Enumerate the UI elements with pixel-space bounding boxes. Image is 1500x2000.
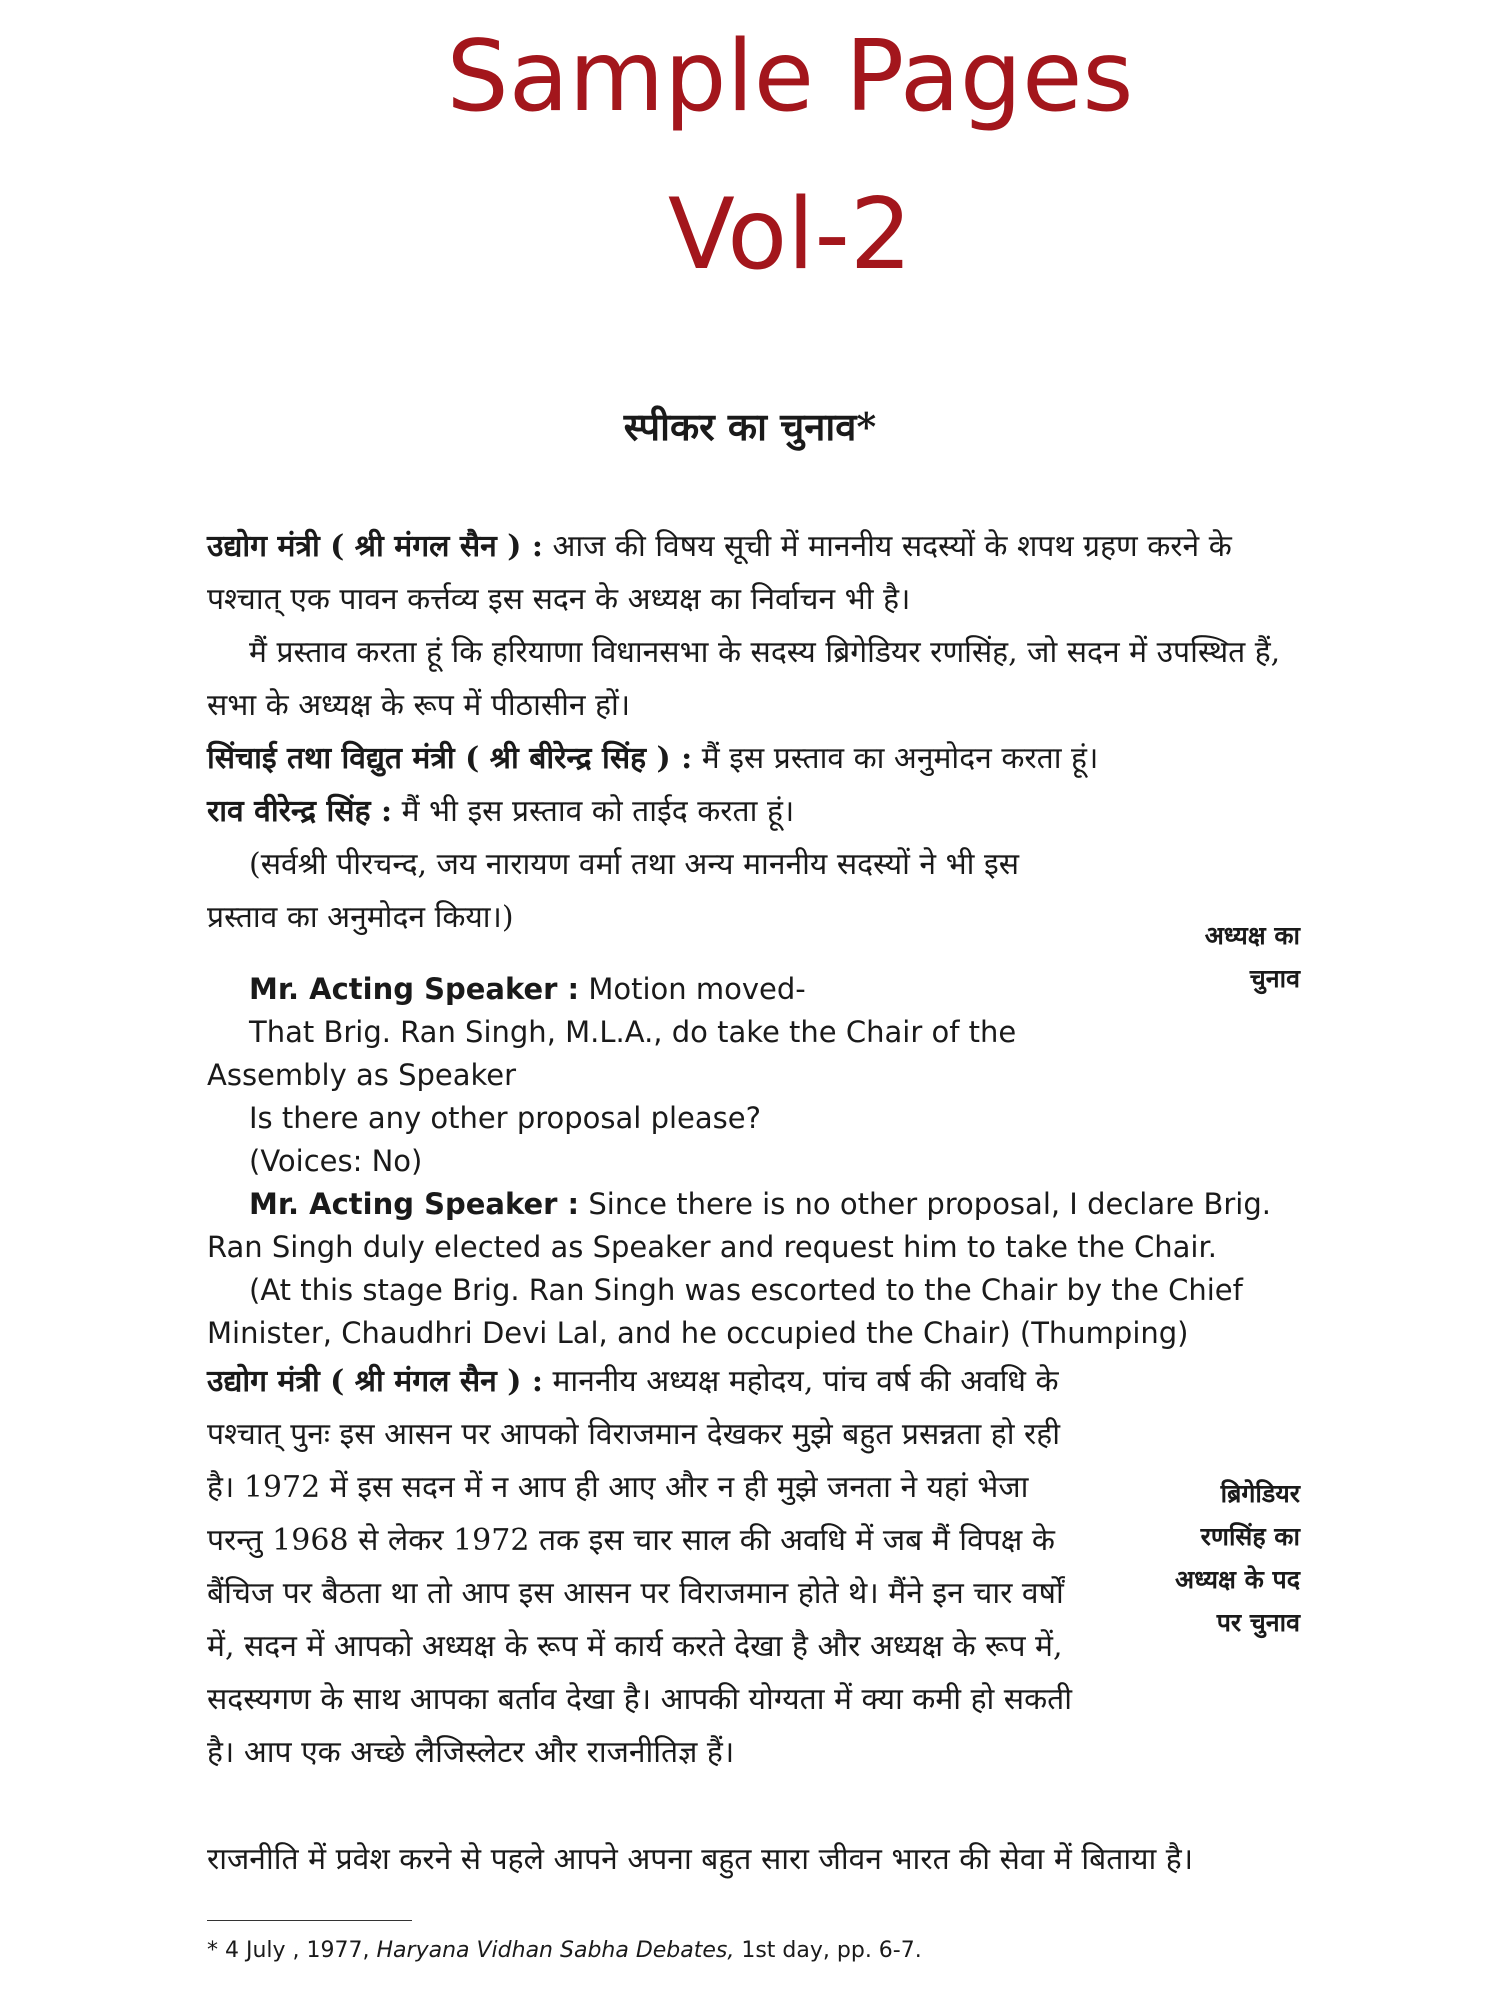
paragraph-seconded: (सर्वश्री पीरचन्द, जय नारायण वर्मा तथा अन्य माननीय सदस्यों ने भी इस प्रस्ताव का अनुमोदन किया।) [207,847,1019,935]
acting-speaker-declaration [207,1183,1299,1269]
margin-note-line: अध्यक्ष का [1204,921,1300,950]
margin-note-line: पर चुनाव [1216,1608,1300,1637]
english-section [207,968,1093,1183]
speaker-name: राव वीरेन्द्र सिंह : [207,794,393,829]
voices-response: (Voices: No) [249,1144,423,1178]
paragraph-proposal: मैं प्रस्ताव करता हूं कि हरियाणा विधानसभा के सदस्य ब्रिगेडियर रणसिंह, जो सदन में उपस्थित हैं, सभा के अध्यक्ष के रूप में पीठासीन हों। [207,635,1281,723]
paragraph-final: राजनीति में प्रवेश करने से पहले आपने अपना बहुत सारा जीवन भारत की सेवा में बिताया है। [207,1842,1194,1877]
footnote-date: 4 July , 1977, [218,1938,377,1963]
margin-note-ran-singh-election [1100,1472,1300,1644]
speaker-name: सिंचाई तथा विद्युत मंत्री ( श्री बीरेन्द्र सिंह ) : [207,741,693,776]
footnote [207,1936,1299,1966]
english-section-declaration [207,1183,1299,1355]
banner-volume: Vol-2 [667,178,913,292]
speech-text: Motion moved- [579,972,806,1006]
margin-note-line: अध्यक्ष के पद [1174,1565,1300,1594]
footnote-pages: 1st day, pp. 6-7. [734,1938,922,1963]
footnote-source: Haryana Vidhan Sabha Debates, [376,1938,735,1963]
speech-text: मैं इस प्रस्ताव का अनुमोदन करता हूं। [692,741,1099,776]
speaker-name: Mr. Acting Speaker : [249,972,580,1006]
paragraph-irrigation-minister [207,732,1299,785]
speech-text: मैं भी इस प्रस्ताव को ताईद करता हूं। [392,794,795,829]
footnote-marker: * [207,1938,218,1963]
motion-text: That Brig. Ran Singh, M.L.A., do take the Chair of the Assembly as Speaker [207,1015,1017,1092]
stage-direction: (At this stage Brig. Ran Singh was escorted to the Chair by the Chief Minister, Chaudhri Devi Lal, and he occupied the Chair) (Thumping) [207,1273,1243,1350]
margin-note-speaker-election [1100,914,1300,1000]
paragraph-industry-minister-speech [207,1355,1093,1779]
other-proposal-question: Is there any other proposal please? [249,1101,761,1135]
margin-note-line: चुनाव [1249,964,1300,993]
paragraph-industry-minister [207,520,1299,626]
acting-speaker-motion [207,968,1093,1011]
speech-text: माननीय अध्यक्ष महोदय, पांच वर्ष की अवधि के पश्चात् पुनः इस आसन पर आपको विराजमान देखकर मुझे बहुत प्रसन्नता हो रही है। 1972 में इस सदन में न आप ही आए और न ही मुझे जनता ने यहां भेजा परन्तु 1968 से लेकर 1972 तक इस चार साल की अवधि में जब मैं विपक्ष के बैंचिज पर बैठता था तो आप इस आसन पर विराजमान होते थे। मैंने इन चार वर्षों में, सदन में आपको अध्यक्ष के रूप में कार्य करते देखा है और अध्यक्ष के रूप में, सदस्यगण के साथ आपका बर्ताव देखा है। आपकी योग्यता में क्या कमी हो सकती है। आप एक अच्छे लैजिस्लेटर और राजनीतिज्ञ हैं। [207,1364,1072,1770]
footnote-divider [207,1920,412,1921]
paragraph-rao-virendra [207,785,1299,838]
speaker-name: Mr. Acting Speaker : [249,1187,580,1221]
speech-text: आज की विषय सूची में माननीय सदस्यों के शपथ ग्रहण करने के पश्चात् एक पावन कर्त्तव्य इस सदन के अध्यक्ष का निर्वाचन भी है। [207,529,1232,617]
speech-text: Since there is no other proposal, I declare Brig. Ran Singh duly elected as Speaker and request him to take the Chair. [207,1187,1271,1264]
margin-note-line: रणसिंह का [1200,1522,1300,1551]
margin-note-line: ब्रिगेडियर [1220,1479,1300,1508]
banner-title: Sample Pages [446,20,1134,134]
page-heading: स्पीकर का चुनाव* [623,404,877,449]
speaker-name: उद्योग मंत्री ( श्री मंगल सैन ) : [207,529,543,564]
speaker-name: उद्योग मंत्री ( श्री मंगल सैन ) : [207,1364,543,1399]
